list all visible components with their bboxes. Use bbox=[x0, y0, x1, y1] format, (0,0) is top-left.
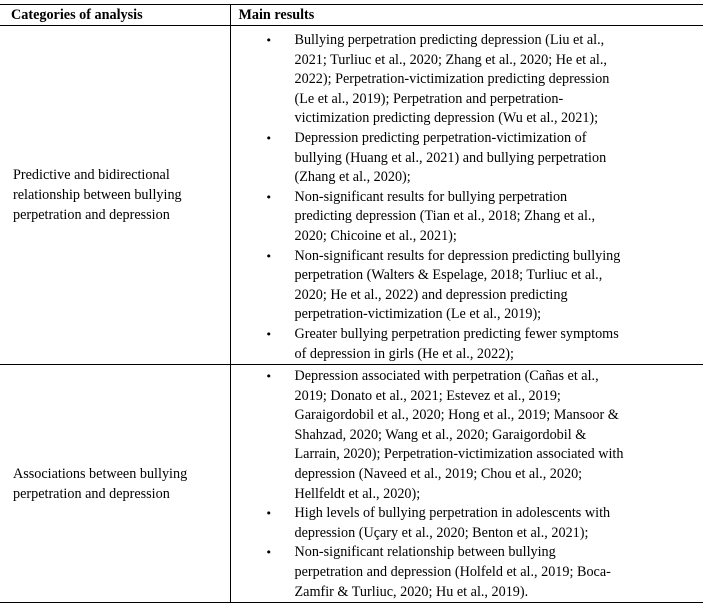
header-row bbox=[0, 5, 703, 26]
result-item bbox=[231, 247, 704, 325]
bullet-icon: • bbox=[265, 131, 272, 145]
result-line: perpetration and depression (Holfeld et al., 2019; Boca- bbox=[294, 564, 611, 581]
result-line: perpetration (Walters & Espelage, 2018; Turliuc et al., bbox=[294, 267, 603, 284]
result-line: Bullying perpetration predicting depression (Liu et al., bbox=[294, 32, 605, 48]
bullet-icon: • bbox=[265, 327, 272, 341]
bullet-icon: • bbox=[265, 507, 272, 521]
result-line: Garaigordobil et al., 2020; Hong et al., 2019; Mansoor & bbox=[294, 407, 619, 424]
table-row bbox=[0, 365, 703, 603]
result-line: Greater bullying perpetration predicting fewer symptoms bbox=[294, 325, 619, 342]
result-item bbox=[231, 543, 704, 602]
result-line: Non-significant results for depression predicting bullying bbox=[294, 247, 621, 264]
category-cell bbox=[0, 26, 230, 365]
bullet-icon: • bbox=[265, 370, 272, 384]
results-cell bbox=[230, 365, 703, 603]
result-line: perpetration-victimization (Le et al., 2019); bbox=[294, 306, 542, 323]
results-cell bbox=[230, 26, 703, 365]
results-list bbox=[231, 26, 704, 364]
category-cell bbox=[0, 365, 230, 603]
result-line: predicting depression (Tian et al., 2018; Zhang et al., bbox=[294, 208, 596, 225]
result-line: 2020; Chicoine et al., 2021); bbox=[294, 227, 457, 244]
category-line: relationship between bullying bbox=[13, 187, 182, 204]
result-line: Zamfir & Turliuc, 2020; Hu et al., 2019). bbox=[294, 583, 529, 600]
result-item bbox=[231, 129, 704, 188]
category-line: perpetration and depression bbox=[13, 207, 170, 224]
bullet-icon: • bbox=[265, 546, 272, 560]
result-item bbox=[231, 31, 704, 129]
result-line: (Le et al., 2019); Perpetration and perpetration- bbox=[294, 90, 564, 107]
result-item bbox=[231, 325, 704, 364]
result-line: of depression in girls (He et al., 2022); bbox=[294, 345, 514, 362]
result-line: Non-significant relationship between bullying bbox=[294, 544, 556, 561]
result-line: depression (Uçary et al., 2020; Benton et al., 2021); bbox=[294, 524, 589, 541]
category-line: perpetration and depression bbox=[13, 485, 170, 502]
result-line: bullying (Huang et al., 2021) and bullying perpetration bbox=[294, 149, 607, 166]
results-list bbox=[231, 365, 704, 602]
result-line: Shahzad, 2020; Wang et al., 2020; Garaigordobil & bbox=[294, 426, 587, 443]
result-item bbox=[231, 367, 704, 504]
bullet-icon: • bbox=[265, 34, 272, 47]
result-line: Non-significant results for bullying perpetration bbox=[294, 188, 568, 205]
result-line: 2019; Donato et al., 2021; Estevez et al., 2019; bbox=[294, 387, 561, 404]
header-categories: Categories of analysis bbox=[0, 5, 230, 26]
result-line: High levels of bullying perpetration in adolescents with bbox=[294, 505, 611, 522]
category-line: Associations between bullying bbox=[13, 465, 188, 482]
result-line: 2021; Turliuc et al., 2020; Zhang et al., 2020; He et al., bbox=[294, 51, 607, 68]
result-line: depression (Naveed et al., 2019; Chou et al., 2020; bbox=[294, 466, 583, 483]
bullet-icon: • bbox=[265, 249, 272, 263]
header-main-results: Main results bbox=[230, 5, 703, 26]
table-row bbox=[0, 26, 703, 365]
result-line: Larrain, 2020); Perpetration-victimization associated with bbox=[294, 446, 624, 463]
result-line: (Zhang et al., 2020); bbox=[294, 169, 411, 186]
results-table bbox=[0, 4, 703, 603]
result-line: Depression predicting perpetration-victimization of bbox=[294, 129, 587, 146]
result-item bbox=[231, 188, 704, 247]
result-line: 2022); Perpetration-victimization predicting depression bbox=[294, 71, 610, 88]
result-item bbox=[231, 504, 704, 543]
result-line: Hellfeldt et al., 2020); bbox=[294, 485, 421, 502]
result-line: Depression associated with perpetration (Cañas et al., bbox=[294, 368, 599, 385]
bullet-icon: • bbox=[265, 190, 272, 204]
category-line: Predictive and bidirectional bbox=[13, 167, 170, 184]
result-line: victimization predicting depression (Wu et al., 2021); bbox=[294, 110, 599, 127]
result-line: 2020; He et al., 2022) and depression predicting bbox=[294, 286, 568, 303]
